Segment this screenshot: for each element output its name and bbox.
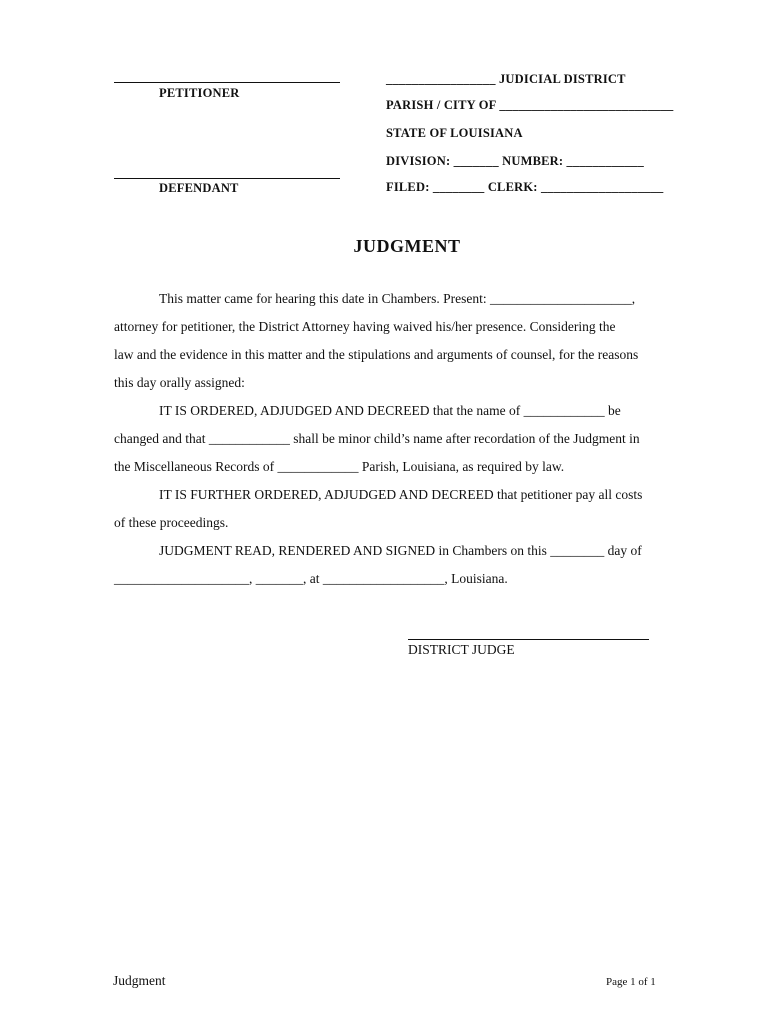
footer-document-name: Judgment: [113, 973, 166, 988]
judicial-district-field: _________________ JUDICIAL DISTRICT: [386, 72, 626, 86]
body-line-3: law and the evidence in this matter and the stipulations and arguments of counsel, for the reasons: [114, 347, 639, 362]
body-line-1: This matter came for hearing this date in Chambers. Present: _____________________,: [159, 291, 636, 306]
body-line-7: the Miscellaneous Records of ____________ Parish, Louisiana, as required by law.: [114, 459, 565, 474]
defendant-label: DEFENDANT: [159, 181, 239, 195]
body-line-2: attorney for petitioner, the District Attorney having waived his/her presence. Considering the: [114, 319, 616, 334]
district-judge-label: DISTRICT JUDGE: [408, 642, 515, 657]
body-line-8: IT IS FURTHER ORDERED, ADJUDGED AND DECREED that petitioner pay all costs: [159, 487, 643, 502]
parish-city-field: PARISH / CITY OF ___________________________: [386, 98, 674, 112]
division-number-field: DIVISION: _______ NUMBER: ____________: [386, 154, 644, 168]
petitioner-signature-line: [114, 82, 340, 83]
filed-clerk-field: FILED: ________ CLERK: ___________________: [386, 180, 664, 194]
body-line-6: changed and that ____________ shall be minor child’s name after recordation of the Judgment in: [114, 431, 640, 446]
state-label: STATE OF LOUISIANA: [386, 126, 523, 140]
body-line-5: IT IS ORDERED, ADJUDGED AND DECREED that the name of ____________ be: [159, 403, 621, 418]
body-line-11: ____________________, _______, at __________________, Louisiana.: [114, 571, 508, 586]
body-line-9: of these proceedings.: [114, 515, 229, 530]
body-line-10: JUDGMENT READ, RENDERED AND SIGNED in Chambers on this ________ day of: [159, 543, 642, 558]
petitioner-label: PETITIONER: [159, 86, 240, 100]
footer-page-number: Page 1 of 1: [606, 976, 656, 988]
defendant-signature-line: [114, 178, 340, 179]
body-line-4: this day orally assigned:: [114, 375, 245, 390]
document-title: JUDGMENT: [353, 236, 461, 256]
